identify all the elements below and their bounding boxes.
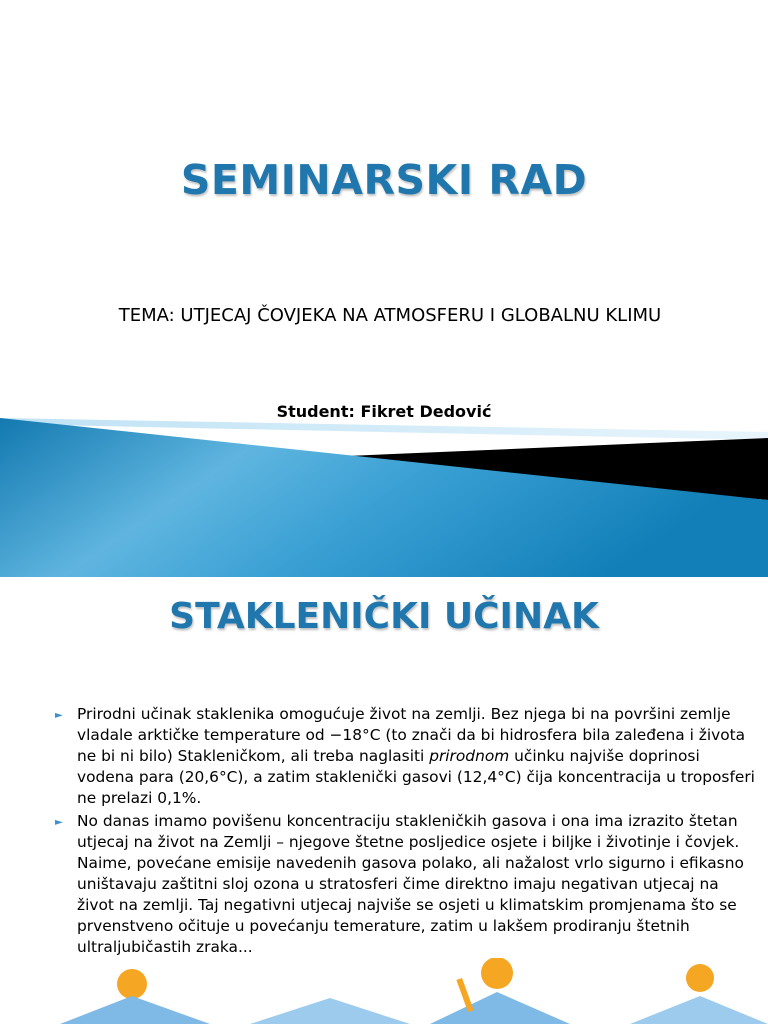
bullet-item	[55, 811, 755, 958]
triangle-bullet-icon: ►	[55, 817, 63, 828]
slide-title-heading: SEMINARSKI RAD	[180, 156, 588, 204]
slide-heading: STAKLENIČKI UČINAK	[169, 596, 599, 637]
mountain-icon	[430, 992, 570, 1024]
bullet-item	[55, 704, 755, 809]
bullet-list	[55, 704, 755, 960]
pencil-icon	[456, 978, 473, 1012]
decorative-suns-mountains	[0, 958, 768, 1024]
slide-greenhouse-effect	[0, 578, 768, 1024]
sun-icon	[481, 958, 513, 989]
triangle-bullet-icon: ►	[55, 710, 63, 721]
bullet-text: Prirodni učinak staklenika omogućuje život na zemlji. Bez njega bi na površini zemlje vladale arktičke temperature od −18°C (to znači da bi hidrosfera bila zaleđena i života ne bi ni bilo) Stakleničkom, ali treba naglasiti	[77, 705, 746, 765]
sun-icon	[686, 964, 714, 992]
decorative-band	[0, 410, 768, 577]
mountain-icon	[630, 996, 768, 1024]
bullet-emphasis: prirodnom	[429, 747, 510, 765]
student-name: Student: Fikret Dedović	[276, 402, 492, 421]
bullet-text: učinku najviše doprinosi vodena para (20,6°C), a zatim staklenički gasovi (12,4°C) čija koncentracija u troposferi ne prelazi 0,1%.	[77, 747, 755, 807]
bullet-text: No danas imamo povišenu koncentraciju stakleničkih gasova i ona ima izrazito štetan utjecaj na život na Zemlji – njegove štetne posljedice osjete i biljke i životinje i čovjek. Naime, povećane emisije navedenih gasova polako, ali nažalost vrlo sigurno i efikasno uništavaju zaštitni sloj ozona u stratosferi čime direktno imaju negativan utjecaj na život na zemlji. Taj negativni utjecaj najviše se osjeti u klimatskim promjenama što se prvenstveno očituje u povećanju temerature, zatim u lakšem prodiranju štetnih ultraljubičastih zraka...	[77, 812, 744, 956]
slide-subtitle: TEMA: UTJECAJ ČOVJEKA NA ATMOSFERU I GLOBALNU KLIMU	[118, 305, 662, 326]
mountain-icon	[60, 996, 210, 1024]
sun-icon	[117, 969, 147, 999]
mountain-icon	[250, 998, 410, 1024]
band-blue-wedge	[0, 418, 768, 577]
